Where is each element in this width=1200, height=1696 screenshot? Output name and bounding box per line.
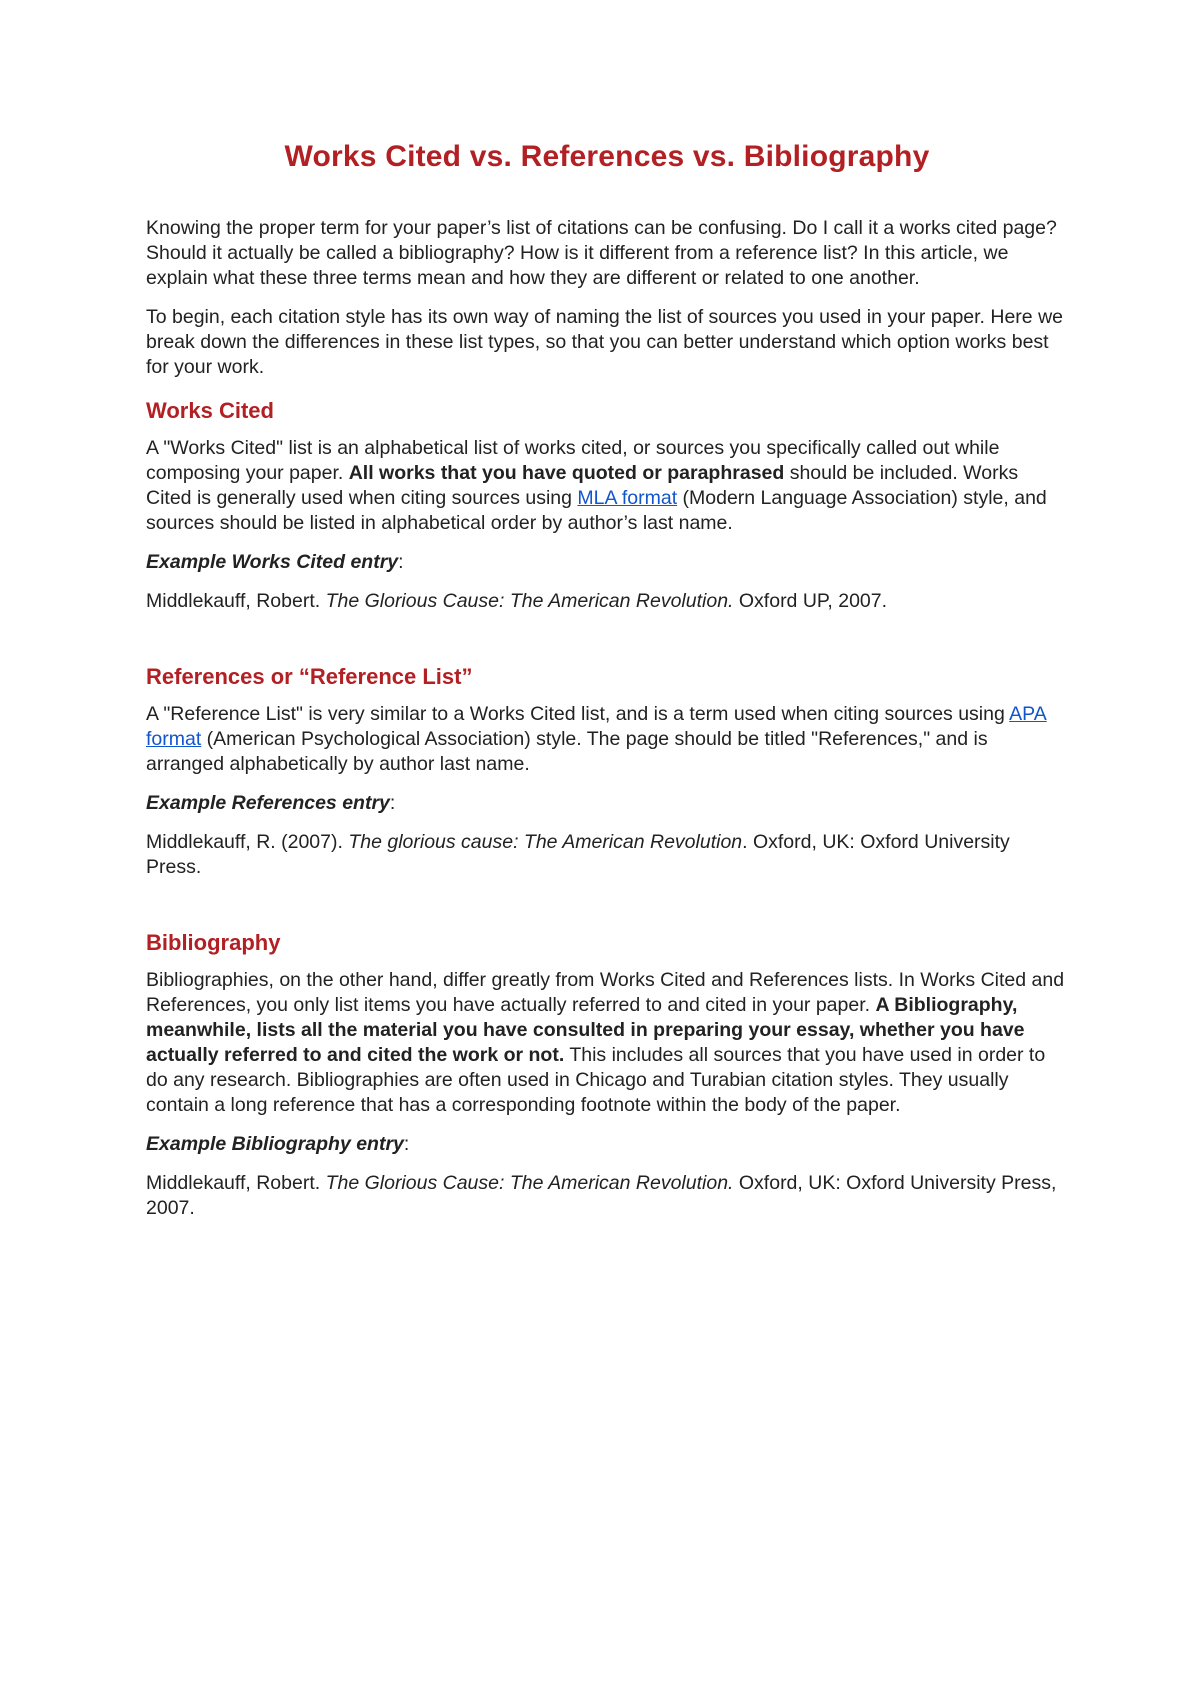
works-cited-description — [146, 436, 1068, 536]
references-example-label — [146, 791, 1068, 816]
works-cited-text-b: should be included. Works Cited is generally used when citing sources using — [146, 462, 1019, 509]
bibliography-example-label — [146, 1132, 1068, 1157]
references-description — [146, 702, 1068, 777]
references-entry-b: . Oxford, UK: Oxford University Press. — [146, 831, 1010, 878]
works-cited-entry-a: Middlekauff, Robert. — [146, 590, 326, 612]
bibliography-description — [146, 968, 1068, 1118]
works-cited-example-entry — [146, 589, 1068, 614]
references-heading: References or “Reference List” — [146, 664, 473, 689]
bibliography-text-a: Bibliographies, on the other hand, differ greatly from Works Cited and References lists. In Works Cited and References, you only list items you have actually referred to and cited in your paper. — [146, 969, 1065, 1016]
references-entry-a: Middlekauff, R. (2007). — [146, 831, 349, 853]
works-cited-example-label — [146, 550, 1068, 575]
works-cited-example-label-text: Example Works Cited entry — [146, 551, 399, 573]
works-cited-bold-text: All works that you have quoted or paraphrased — [348, 462, 785, 484]
bibliography-entry-title: The Glorious Cause: The American Revolution. — [325, 1172, 734, 1194]
references-example-label-text: Example References entry — [146, 792, 390, 814]
references-entry-title: The glorious cause: The American Revolution — [348, 831, 743, 853]
references-example-entry — [146, 830, 1068, 880]
works-cited-heading: Works Cited — [146, 398, 274, 423]
page-title: Works Cited vs. References vs. Bibliography — [284, 140, 930, 173]
bibliography-entry-b: Oxford, UK: Oxford University Press, 2007. — [146, 1172, 1057, 1219]
intro-paragraph-1: Knowing the proper term for your paper’s list of citations can be confusing. Do I call it a works cited page? Should it actually be called a bibliography? How is it different from a reference list? In this article, we explain what these three terms mean and how they are different or related to one another. — [146, 217, 1057, 289]
references-text-b: (American Psychological Association) style. The page should be titled "References," and is arranged alphabetically by author last name. — [146, 728, 988, 775]
bibliography-example-entry — [146, 1171, 1068, 1221]
works-cited-entry-b: Oxford UP, 2007. — [733, 590, 888, 612]
mla-format-link[interactable]: MLA format — [577, 487, 678, 509]
bibliography-heading: Bibliography — [146, 930, 281, 955]
intro-paragraph-2: To begin, each citation style has its own way of naming the list of sources you used in your paper. Here we break down the differences in these list types, so that you can better understand which option works best for your work. — [146, 306, 1063, 378]
works-cited-entry-title: The Glorious Cause: The American Revolution. — [325, 590, 734, 612]
bibliography-entry-a: Middlekauff, Robert. — [146, 1172, 326, 1194]
bibliography-example-colon: : — [403, 1133, 410, 1155]
apa-format-link[interactable]: APA format — [146, 703, 1047, 750]
references-example-colon: : — [389, 792, 396, 814]
bibliography-bold-text: A Bibliography, meanwhile, lists all the material you have consulted in preparing your essay, whether you have actually referred to and cited the work or not. — [146, 994, 1025, 1066]
bibliography-text-b: This includes all sources that you have used in order to do any research. Bibliographies are often used in Chicago and Turabian citation styles. They usually contain a long reference that has a corresponding footnote within the body of the paper. — [146, 1044, 1046, 1116]
works-cited-text-a: A "Works Cited" list is an alphabetical list of works cited, or sources you specifically called out while composing your paper. — [146, 437, 1000, 484]
document-page — [146, 140, 1068, 1235]
references-text-a: A "Reference List" is very similar to a Works Cited list, and is a term used when citing sources using — [146, 703, 1010, 725]
bibliography-example-label-text: Example Bibliography entry — [146, 1133, 404, 1155]
works-cited-example-colon: : — [398, 551, 404, 573]
works-cited-text-c: (Modern Language Association) style, and sources should be listed in alphabetical order by author’s last name. — [146, 487, 1047, 534]
